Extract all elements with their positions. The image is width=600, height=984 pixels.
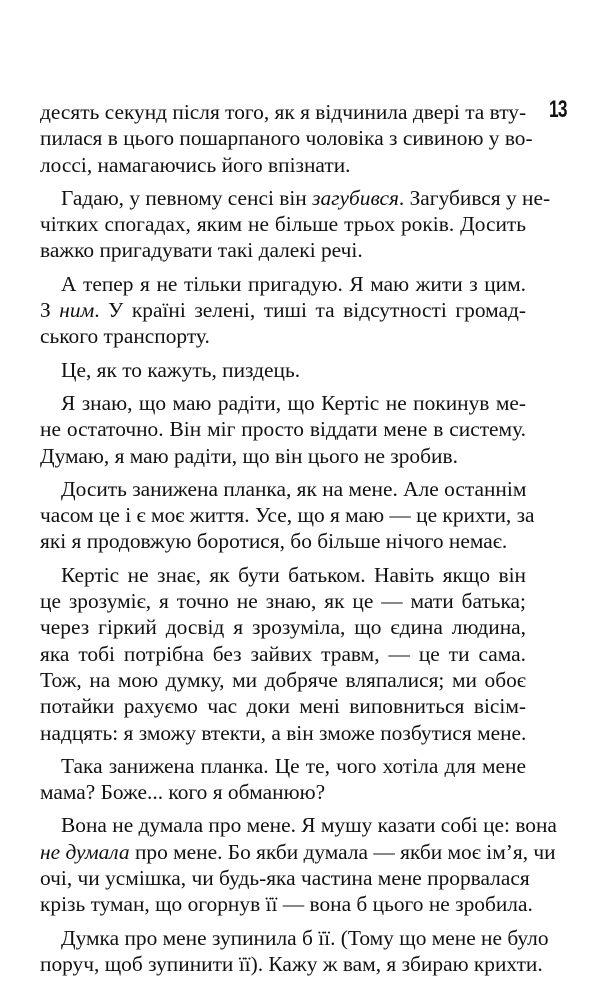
paragraph	[40, 812, 557, 917]
text-line: чітких спогадах, яким не більше трьох років. Досить	[40, 212, 526, 237]
paragraph	[40, 357, 526, 383]
text-line: Кертіс не знає, як бути батьком. Навіть якщо він	[61, 562, 526, 587]
text-line: пилася в цього пошарпаного чоловіка з сивиною у во-	[40, 126, 533, 151]
paragraph	[40, 562, 526, 746]
text-line: З ним. У країні зелені, тиші та відсутності громад-	[40, 298, 526, 323]
text-line: ського транспорту.	[40, 324, 210, 349]
text-line: очі, чи усмішка, чи будь-яка частина мене прорвалася	[40, 866, 530, 891]
text-line: потайки рахуємо час доки мені виповниться вісім-	[40, 694, 526, 719]
emphasis: загубився	[312, 185, 399, 210]
paragraph	[40, 476, 535, 555]
paragraph	[40, 271, 526, 350]
text-line: не остаточно. Він міг просто віддати мене в систему.	[40, 417, 526, 442]
text-line: Вона не думала про мене. Я мушу казати собі це: вона	[61, 813, 557, 838]
body-text	[40, 99, 557, 984]
text-line: Думаю, я маю радіти, що він цього не зробив.	[40, 443, 458, 468]
text-line: десять секунд після того, як я відчинила двері та вту-	[40, 100, 527, 124]
text-line: часом це і є моє життя. Усе, що я маю — це крихти, за	[40, 503, 535, 528]
paragraph	[40, 99, 533, 178]
text-line: Досить занижена планка, як на мене. Але останнім	[61, 476, 527, 501]
text-line: мама? Боже... кого я обманюю?	[40, 780, 326, 805]
text-line: не думала про мене. Бо якби думала — якби моє ім’я, чи	[40, 839, 556, 864]
paragraph	[40, 185, 551, 264]
paragraph	[40, 753, 526, 806]
text-line: які я продовжую боротися, бо більше нічого немає.	[40, 529, 508, 554]
text-line: надцять: я зможу втекти, а він зможе позбутися мене.	[40, 720, 527, 745]
text-line: лоссі, намагаючись його впізнати.	[40, 152, 351, 177]
emphasis: ним	[59, 298, 95, 323]
text-line: через гіркий досвід я зрозуміла, що єдина людина,	[40, 615, 526, 640]
text-line: Це, як то кажуть, пиздець.	[61, 357, 301, 382]
text-line: важко пригадувати такі далекі речі.	[40, 238, 363, 263]
text-line: Тож, на мою думку, ми добряче вляпалися; ми обоє	[40, 667, 526, 692]
text-line: яка тобі потрібна без зайвих травм, — це ти сама.	[40, 641, 526, 666]
text-line: Така занижена планка. Це те, чого хотіла для мене	[61, 753, 526, 778]
page-number: 13	[549, 96, 567, 123]
emphasis: не думала	[40, 839, 130, 864]
text-line: Гадаю, у певному сенсі він загубився. Загубився у не-	[61, 185, 551, 210]
text-line: крізь туман, що огорнув її — вона б цього не зробила.	[40, 892, 533, 917]
text-line: це зрозуміє, я точно не знаю, як це — мати батька;	[40, 589, 526, 614]
text-line: Я знаю, що маю радіти, що Кертіс не покинув ме-	[61, 390, 526, 415]
text-line: поруч, щоб зупинити її). Кажу ж вам, я збираю крихти.	[40, 951, 543, 976]
paragraph	[40, 390, 526, 469]
paragraph	[40, 925, 549, 978]
text-line: Думка про мене зупинила б її. (Тому що мене не було	[61, 925, 549, 950]
text-line: А тепер я не тільки пригадую. Я маю жити з цим.	[61, 271, 526, 296]
